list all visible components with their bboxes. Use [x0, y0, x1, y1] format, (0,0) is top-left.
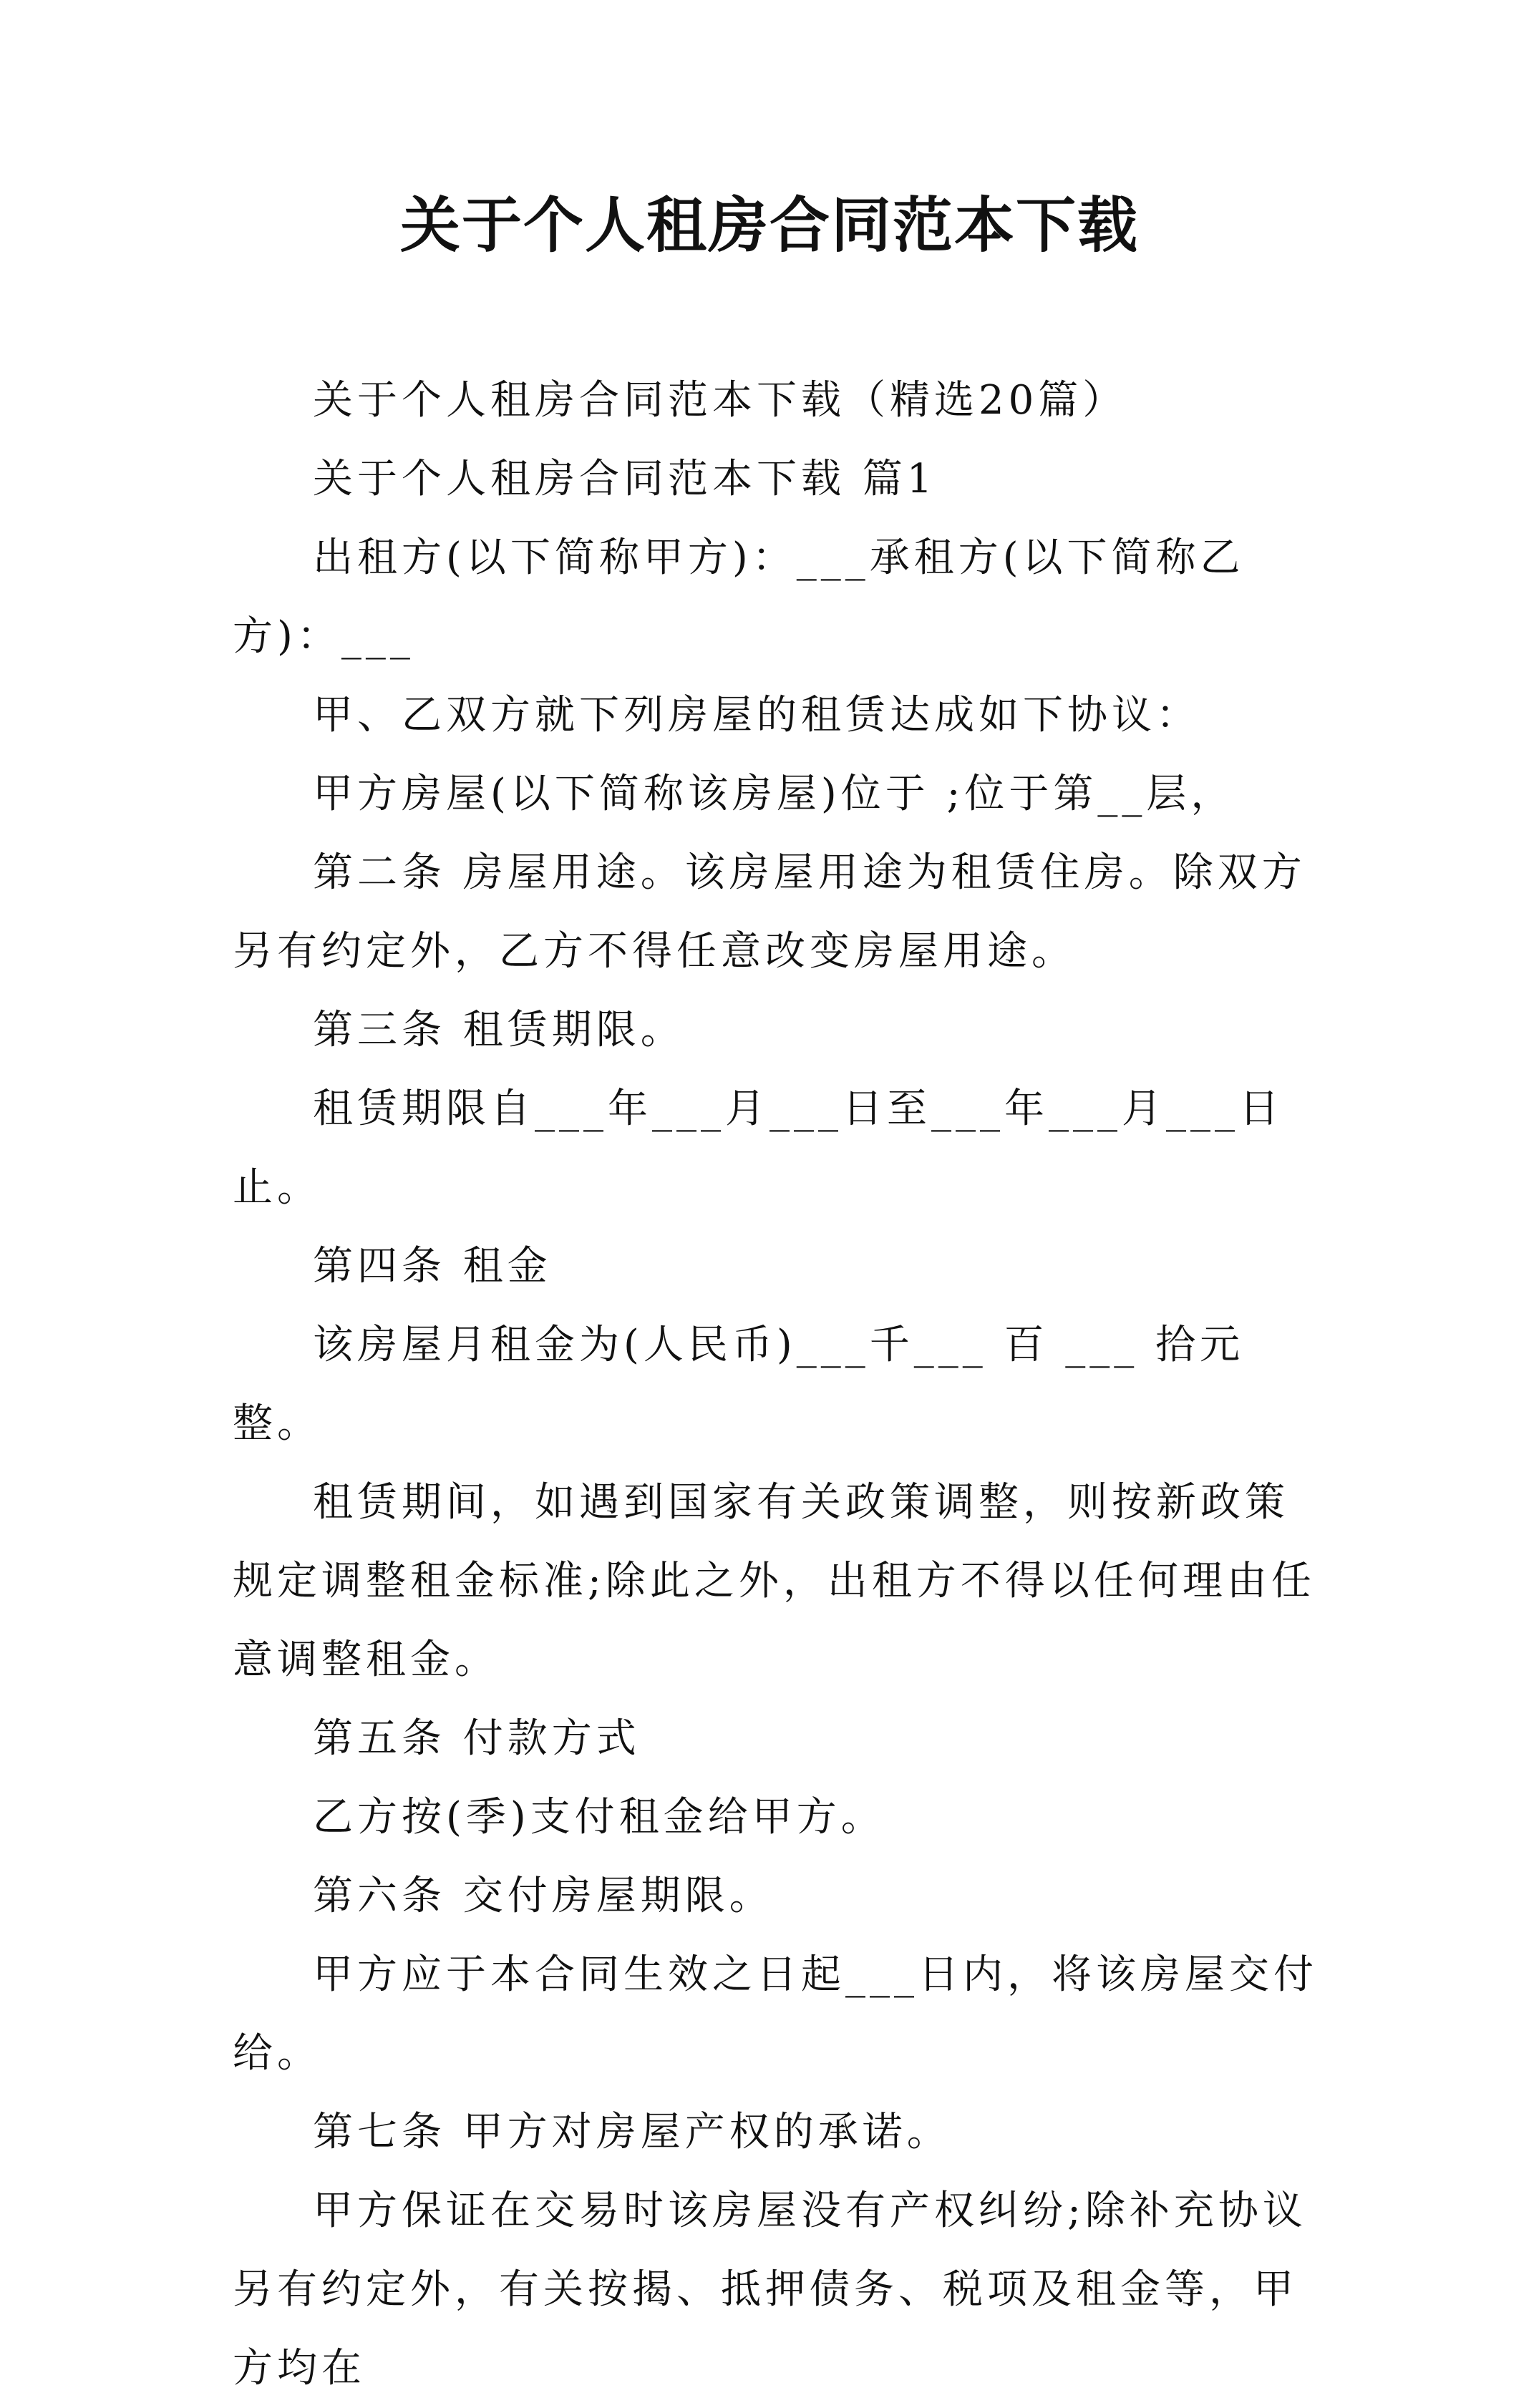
paragraph-article-2: 第二条 房屋用途。该房屋用途为租赁住房。除双方另有约定外，乙方不得任意改变房屋用途。	[233, 849, 1306, 975]
paragraph-rent-adjustment: 租赁期间，如遇到国家有关政策调整，则按新政策规定调整租金标准;除此之外，出租方不得以任何理由任意调整租金。	[233, 1479, 1316, 1683]
paragraph-article-6-heading: 第六条 交付房屋期限。	[313, 1873, 774, 1919]
paragraph-delivery-term: 甲方应于本合同生效之日起___日内，将该房屋交付给。	[233, 1951, 1318, 2077]
paragraph-section-heading: 关于个人租房合同范本下载 篇1	[313, 456, 937, 502]
paragraph-parties: 出租方(以下简称甲方)：___承租方(以下简称乙方)：___	[233, 535, 1245, 660]
paragraph-ownership-guarantee: 甲方保证在交易时该房屋没有产权纠纷;除补充协议另有约定外，有关按揭、抵押债务、税项及租金等，甲方均在	[233, 2188, 1307, 2392]
paragraph-property-location: 甲方房屋(以下简称该房屋)位于 ;位于第__层，	[313, 771, 1235, 817]
paragraph-article-5-heading: 第五条 付款方式	[313, 1715, 641, 1762]
paragraph-subtitle: 关于个人租房合同范本下载（精选20篇）	[313, 377, 1127, 424]
document-title: 关于个人租房合同范本下载	[399, 190, 1139, 260]
paragraph-agreement-intro: 甲、乙双方就下列房屋的租赁达成如下协议：	[313, 692, 1200, 739]
paragraph-article-4-heading: 第四条 租金	[313, 1243, 552, 1290]
document-body	[233, 361, 1321, 2408]
paragraph-article-3-heading: 第三条 租赁期限。	[313, 1007, 685, 1053]
paragraph-payment-method: 乙方按(季)支付租金给甲方。	[313, 1794, 885, 1841]
paragraph-lease-term: 租赁期限自___年___月___日至___年___月___日止。	[233, 1086, 1283, 1211]
paragraph-article-7-heading: 第七条 甲方对房屋产权的承诺。	[313, 2109, 951, 2155]
paragraph-monthly-rent: 该房屋月租金为(人民币)___千___ 百 ___ 拾元整。	[233, 1322, 1245, 1447]
